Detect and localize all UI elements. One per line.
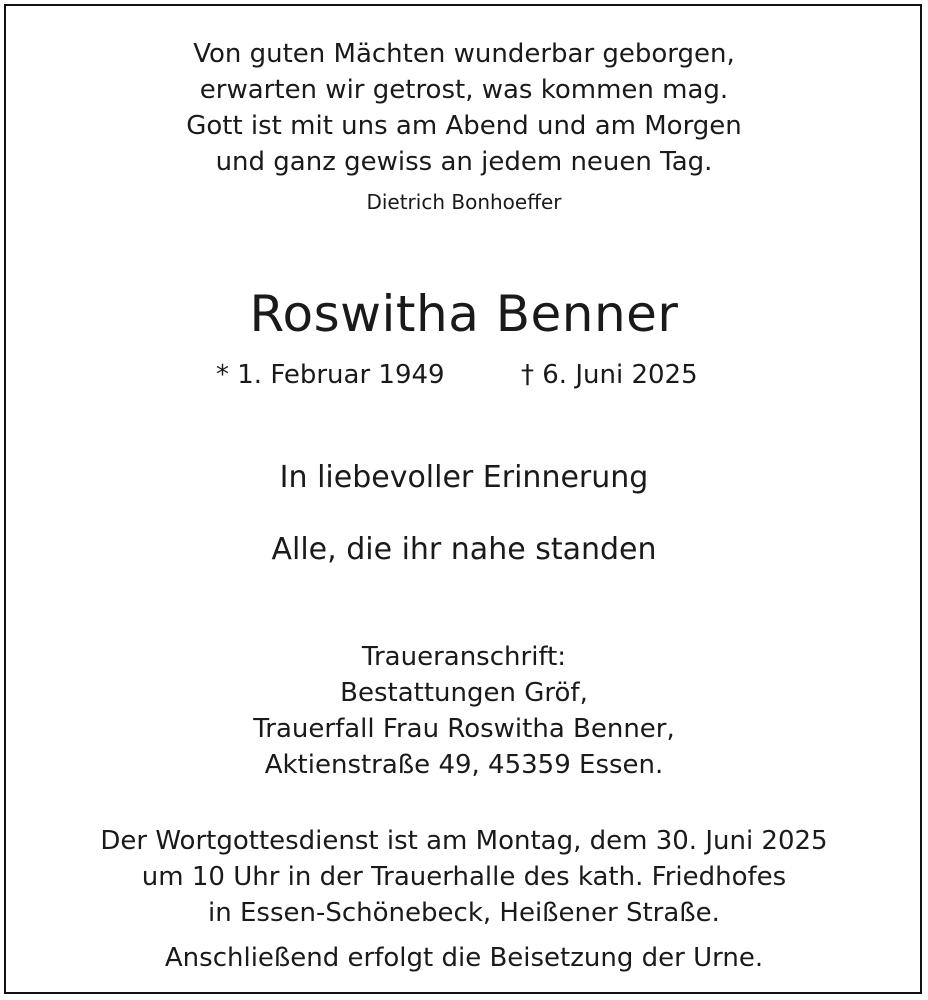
memorial-line: In liebevoller Erinnerung [279, 460, 649, 495]
life-dates [0, 362, 928, 392]
service-line: um 10 Uhr in der Trauerhalle des kath. Friedhofes [141, 862, 787, 892]
quote-line: Gott ist mit uns am Abend und am Morgen [186, 111, 742, 141]
burial-line: Anschließend erfolgt die Beisetzung der Urne. [164, 943, 764, 973]
service-line: in Essen-Schönebeck, Heißener Straße. [208, 898, 720, 928]
birth-date: * 1. Februar 1949 [216, 360, 445, 390]
quote-line: erwarten wir getrost, was kommen mag. [199, 75, 729, 105]
quote-line: Von guten Mächten wunderbar geborgen, [193, 39, 735, 69]
deceased-name: Roswitha Benner [249, 285, 679, 343]
address-line: Traueranschrift: [361, 642, 567, 672]
quote-author: Dietrich Bonhoeffer [366, 190, 562, 214]
address-line: Aktienstraße 49, 45359 Essen. [264, 750, 664, 780]
address-line: Bestattungen Gröf, [340, 678, 588, 708]
mourners-line: Alle, die ihr nahe standen [271, 532, 657, 567]
quote-line: und ganz gewiss an jedem neuen Tag. [215, 147, 713, 177]
address-line: Trauerfall Frau Roswitha Benner, [253, 714, 675, 744]
death-date: † 6. Juni 2025 [521, 360, 698, 390]
service-line: Der Wortgottesdienst ist am Montag, dem 30. Juni 2025 [100, 826, 828, 856]
